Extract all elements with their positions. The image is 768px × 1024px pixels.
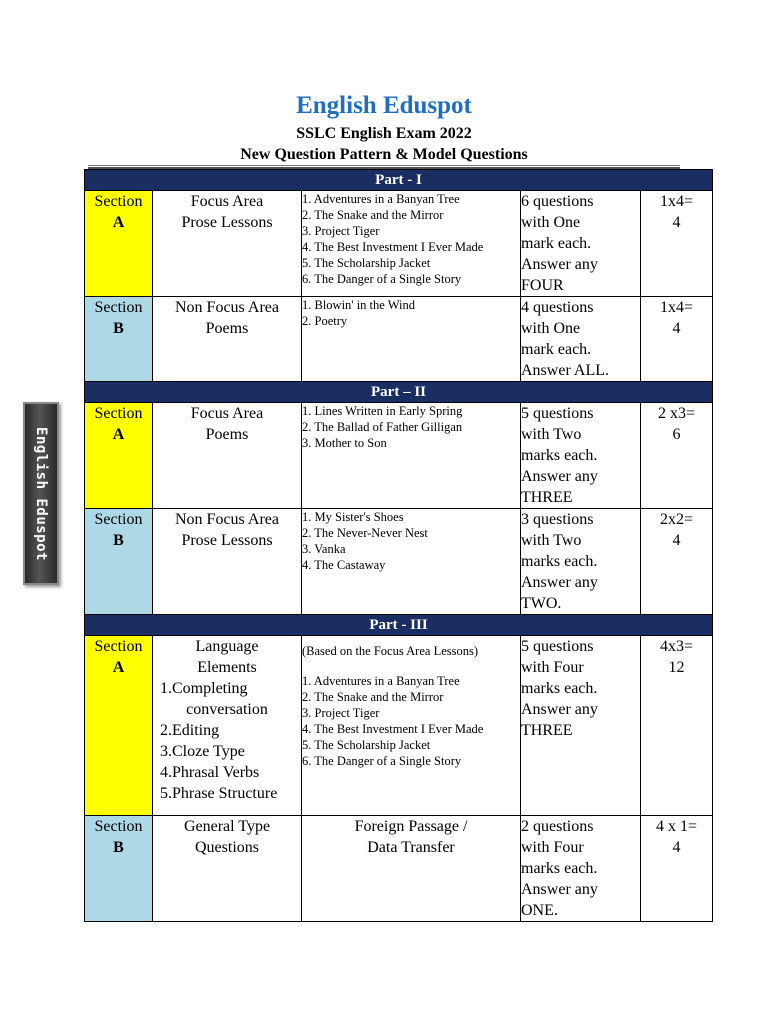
marks-cell: 4 x 1= 4 [641,816,713,922]
area-cell: Language Elements 1.Completing conversation 2.Editing 3.Cloze Type 4.Phrasal Verbs 5.Phrase Structure [153,636,302,816]
exam-pattern-table [84,169,713,922]
table-row [85,403,713,509]
lessons-cell: 1. Adventures in a Banyan Tree 2. The Snake and the Mirror 3. Project Tiger 4. The Best Investment I Ever Made 5. The Scholarship Jacket 6. The Danger of a Single Story [302,191,521,297]
table-row [85,297,713,382]
table-row [85,191,713,297]
part-2-header [85,382,713,403]
lessons-cell: 1. Blowin' in the Wind 2. Poetry [302,297,521,382]
side-tab-text: English Eduspot [33,426,49,561]
part-title: Part - I [85,170,713,191]
brand-title: English Eduspot [296,92,472,119]
pattern-subtitle: New Question Pattern & Model Questions [240,146,528,163]
marks-cell: 4x3= 12 [641,636,713,816]
side-tab [23,402,59,585]
marks-cell: 2x2= 4 [641,509,713,615]
marks-cell: 1x4= 4 [641,191,713,297]
section-label: Section A [85,191,153,297]
area-cell: General Type Questions [153,816,302,922]
part-title: Part - III [85,615,713,636]
questions-cell: 6 questions with One mark each. Answer any FOUR [521,191,641,297]
section-label: Section A [85,403,153,509]
section-label: Section A [85,636,153,816]
questions-cell: 4 questions with One mark each. Answer ALL. [521,297,641,382]
questions-cell: 2 questions with Four marks each. Answer any ONE. [521,816,641,922]
content-cell: Foreign Passage / Data Transfer [302,816,521,922]
questions-cell: 5 questions with Four marks each. Answer any THREE [521,636,641,816]
marks-cell: 1x4= 4 [641,297,713,382]
area-cell: Focus Area Prose Lessons [153,191,302,297]
table-row [85,816,713,922]
area-cell: Focus Area Poems [153,403,302,509]
lessons-cell: 1. Lines Written in Early Spring 2. The Ballad of Father Gilligan 3. Mother to Son [302,403,521,509]
section-label: Section B [85,297,153,382]
section-label: Section B [85,509,153,615]
questions-cell: 3 questions with Two marks each. Answer any TWO. [521,509,641,615]
lessons-note: (Based on the Focus Area Lessons) [302,644,479,658]
exam-subtitle: SSLC English Exam 2022 [296,125,472,142]
part-3-header [85,615,713,636]
part-1-header [85,170,713,191]
questions-cell: 5 questions with Two marks each. Answer any THREE [521,403,641,509]
lessons-cell: 1. My Sister's Shoes 2. The Never-Never Nest 3. Vanka 4. The Castaway [302,509,521,615]
table-row [85,509,713,615]
marks-cell: 2 x3= 6 [641,403,713,509]
section-label: Section B [85,816,153,922]
table-row [85,636,713,816]
area-cell: Non Focus Area Poems [153,297,302,382]
part-title: Part – II [85,382,713,403]
area-cell: Non Focus Area Prose Lessons [153,509,302,615]
lessons-cell: (Based on the Focus Area Lessons) 1. Adventures in a Banyan Tree 2. The Snake and the Mirror 3. Project Tiger 4. The Best Investment I Ever Made 5. The Scholarship Jacket 6. The Danger of a Single Story [302,636,521,816]
